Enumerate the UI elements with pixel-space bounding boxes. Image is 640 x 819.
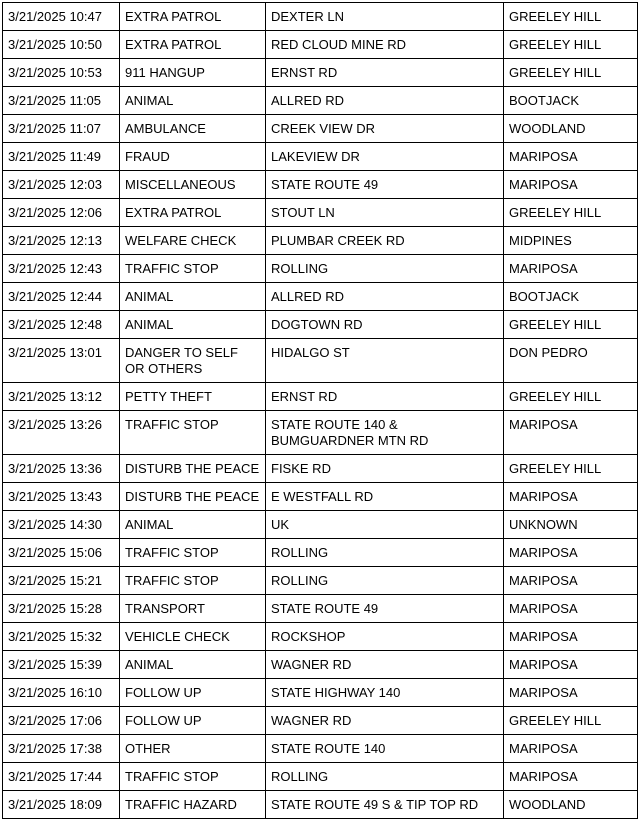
area-cell: MARIPOSA xyxy=(504,623,638,651)
location-cell: ROLLING xyxy=(266,567,504,595)
location-cell: CREEK VIEW DR xyxy=(266,115,504,143)
location-cell: E WESTFALL RD xyxy=(266,483,504,511)
datetime-cell: 3/21/2025 15:28 xyxy=(3,595,120,623)
datetime-cell: 3/21/2025 17:38 xyxy=(3,735,120,763)
incident-type-cell: ANIMAL xyxy=(120,87,266,115)
location-cell: STATE ROUTE 49 xyxy=(266,171,504,199)
area-cell: GREELEY HILL xyxy=(504,199,638,227)
incident-type-cell: PETTY THEFT xyxy=(120,383,266,411)
location-cell: ALLRED RD xyxy=(266,87,504,115)
datetime-cell: 3/21/2025 15:06 xyxy=(3,539,120,567)
location-cell: STOUT LN xyxy=(266,199,504,227)
table-row xyxy=(3,791,638,819)
area-cell: MARIPOSA xyxy=(504,539,638,567)
table-row xyxy=(3,735,638,763)
datetime-cell: 3/21/2025 10:53 xyxy=(3,59,120,87)
table-row xyxy=(3,283,638,311)
table-row xyxy=(3,199,638,227)
incident-type-cell: EXTRA PATROL xyxy=(120,31,266,59)
table-row xyxy=(3,31,638,59)
area-cell: GREELEY HILL xyxy=(504,3,638,31)
incident-type-cell: 911 HANGUP xyxy=(120,59,266,87)
area-cell: DON PEDRO xyxy=(504,339,638,383)
datetime-cell: 3/21/2025 13:01 xyxy=(3,339,120,383)
datetime-cell: 3/21/2025 17:06 xyxy=(3,707,120,735)
datetime-cell: 3/21/2025 13:26 xyxy=(3,411,120,455)
table-row xyxy=(3,311,638,339)
location-cell: UK xyxy=(266,511,504,539)
table-row xyxy=(3,511,638,539)
area-cell: UNKNOWN xyxy=(504,511,638,539)
location-cell: WAGNER RD xyxy=(266,651,504,679)
table-row xyxy=(3,255,638,283)
area-cell: MARIPOSA xyxy=(504,763,638,791)
incident-type-cell: VEHICLE CHECK xyxy=(120,623,266,651)
table-row xyxy=(3,483,638,511)
area-cell: MARIPOSA xyxy=(504,595,638,623)
incident-type-cell: FOLLOW UP xyxy=(120,679,266,707)
datetime-cell: 3/21/2025 14:30 xyxy=(3,511,120,539)
datetime-cell: 3/21/2025 12:48 xyxy=(3,311,120,339)
incident-type-cell: EXTRA PATROL xyxy=(120,199,266,227)
area-cell: MARIPOSA xyxy=(504,483,638,511)
incident-type-cell: WELFARE CHECK xyxy=(120,227,266,255)
area-cell: GREELEY HILL xyxy=(504,455,638,483)
datetime-cell: 3/21/2025 11:05 xyxy=(3,87,120,115)
datetime-cell: 3/21/2025 15:21 xyxy=(3,567,120,595)
area-cell: GREELEY HILL xyxy=(504,383,638,411)
area-cell: GREELEY HILL xyxy=(504,707,638,735)
incident-type-cell: TRAFFIC STOP xyxy=(120,411,266,455)
location-cell: ERNST RD xyxy=(266,59,504,87)
datetime-cell: 3/21/2025 12:43 xyxy=(3,255,120,283)
area-cell: GREELEY HILL xyxy=(504,31,638,59)
table-row xyxy=(3,339,638,383)
area-cell: MARIPOSA xyxy=(504,567,638,595)
table-row xyxy=(3,59,638,87)
location-cell: STATE ROUTE 140 xyxy=(266,735,504,763)
table-row xyxy=(3,623,638,651)
area-cell: WOODLAND xyxy=(504,791,638,819)
incident-type-cell: TRAFFIC HAZARD xyxy=(120,791,266,819)
location-cell: HIDALGO ST xyxy=(266,339,504,383)
datetime-cell: 3/21/2025 10:47 xyxy=(3,3,120,31)
incident-type-cell: EXTRA PATROL xyxy=(120,3,266,31)
location-cell: DOGTOWN RD xyxy=(266,311,504,339)
datetime-cell: 3/21/2025 17:44 xyxy=(3,763,120,791)
datetime-cell: 3/21/2025 13:12 xyxy=(3,383,120,411)
table-row xyxy=(3,227,638,255)
area-cell: MARIPOSA xyxy=(504,255,638,283)
incident-type-cell: FRAUD xyxy=(120,143,266,171)
area-cell: BOOTJACK xyxy=(504,283,638,311)
location-cell: STATE HIGHWAY 140 xyxy=(266,679,504,707)
datetime-cell: 3/21/2025 13:43 xyxy=(3,483,120,511)
area-cell: WOODLAND xyxy=(504,115,638,143)
incident-type-cell: DISTURB THE PEACE xyxy=(120,483,266,511)
incident-type-cell: TRAFFIC STOP xyxy=(120,567,266,595)
incident-log-body xyxy=(3,3,638,819)
datetime-cell: 3/21/2025 12:06 xyxy=(3,199,120,227)
table-row xyxy=(3,455,638,483)
table-row xyxy=(3,539,638,567)
area-cell: MIDPINES xyxy=(504,227,638,255)
location-cell: LAKEVIEW DR xyxy=(266,143,504,171)
datetime-cell: 3/21/2025 12:13 xyxy=(3,227,120,255)
datetime-cell: 3/21/2025 11:07 xyxy=(3,115,120,143)
area-cell: MARIPOSA xyxy=(504,651,638,679)
incident-type-cell: TRAFFIC STOP xyxy=(120,255,266,283)
location-cell: ROLLING xyxy=(266,255,504,283)
incident-type-cell: DANGER TO SELF OR OTHERS xyxy=(120,339,266,383)
datetime-cell: 3/21/2025 12:44 xyxy=(3,283,120,311)
location-cell: ROLLING xyxy=(266,539,504,567)
datetime-cell: 3/21/2025 12:03 xyxy=(3,171,120,199)
datetime-cell: 3/21/2025 10:50 xyxy=(3,31,120,59)
location-cell: WAGNER RD xyxy=(266,707,504,735)
table-row xyxy=(3,3,638,31)
incident-log-table xyxy=(2,2,638,819)
table-row xyxy=(3,707,638,735)
incident-type-cell: ANIMAL xyxy=(120,651,266,679)
incident-type-cell: MISCELLANEOUS xyxy=(120,171,266,199)
area-cell: GREELEY HILL xyxy=(504,311,638,339)
incident-type-cell: ANIMAL xyxy=(120,283,266,311)
table-row xyxy=(3,171,638,199)
table-row xyxy=(3,567,638,595)
area-cell: MARIPOSA xyxy=(504,143,638,171)
table-row xyxy=(3,383,638,411)
location-cell: DEXTER LN xyxy=(266,3,504,31)
location-cell: ALLRED RD xyxy=(266,283,504,311)
datetime-cell: 3/21/2025 16:10 xyxy=(3,679,120,707)
incident-type-cell: DISTURB THE PEACE xyxy=(120,455,266,483)
incident-type-cell: TRAFFIC STOP xyxy=(120,763,266,791)
datetime-cell: 3/21/2025 18:09 xyxy=(3,791,120,819)
location-cell: FISKE RD xyxy=(266,455,504,483)
incident-type-cell: ANIMAL xyxy=(120,311,266,339)
location-cell: STATE ROUTE 140 & BUMGUARDNER MTN RD xyxy=(266,411,504,455)
area-cell: GREELEY HILL xyxy=(504,59,638,87)
location-cell: PLUMBAR CREEK RD xyxy=(266,227,504,255)
location-cell: ERNST RD xyxy=(266,383,504,411)
incident-type-cell: AMBULANCE xyxy=(120,115,266,143)
area-cell: MARIPOSA xyxy=(504,411,638,455)
datetime-cell: 3/21/2025 11:49 xyxy=(3,143,120,171)
location-cell: STATE ROUTE 49 xyxy=(266,595,504,623)
incident-type-cell: TRAFFIC STOP xyxy=(120,539,266,567)
datetime-cell: 3/21/2025 13:36 xyxy=(3,455,120,483)
location-cell: ROLLING xyxy=(266,763,504,791)
location-cell: STATE ROUTE 49 S & TIP TOP RD xyxy=(266,791,504,819)
datetime-cell: 3/21/2025 15:39 xyxy=(3,651,120,679)
table-row xyxy=(3,651,638,679)
table-row xyxy=(3,87,638,115)
table-row xyxy=(3,595,638,623)
area-cell: BOOTJACK xyxy=(504,87,638,115)
area-cell: MARIPOSA xyxy=(504,171,638,199)
incident-type-cell: TRANSPORT xyxy=(120,595,266,623)
table-row xyxy=(3,143,638,171)
incident-type-cell: ANIMAL xyxy=(120,511,266,539)
table-row xyxy=(3,679,638,707)
incident-type-cell: OTHER xyxy=(120,735,266,763)
location-cell: ROCKSHOP xyxy=(266,623,504,651)
table-row xyxy=(3,763,638,791)
table-row xyxy=(3,115,638,143)
location-cell: RED CLOUD MINE RD xyxy=(266,31,504,59)
datetime-cell: 3/21/2025 15:32 xyxy=(3,623,120,651)
area-cell: MARIPOSA xyxy=(504,735,638,763)
incident-type-cell: FOLLOW UP xyxy=(120,707,266,735)
area-cell: MARIPOSA xyxy=(504,679,638,707)
table-row xyxy=(3,411,638,455)
